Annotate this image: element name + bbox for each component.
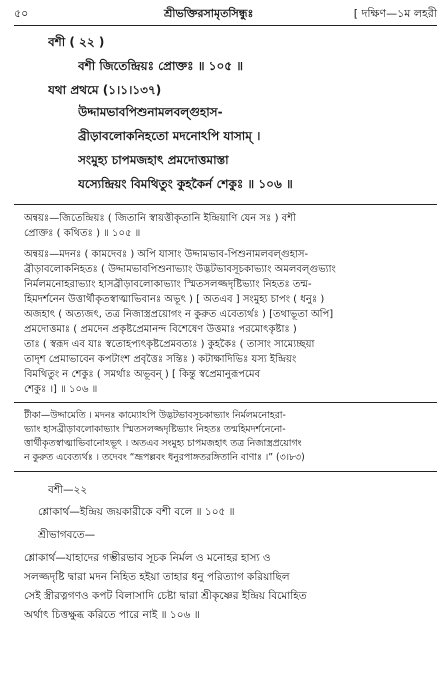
- verse-definition: বশী জিতেন্দ্রিয়ঃ প্রোক্তঃ ॥ ১০৫ ॥: [78, 59, 244, 73]
- anvaya-line: তাদৃশ প্রেমাভাবেন কপটাংশ প্রবৃত্তৈঃ সন্তিঃ ) কটাক্ষাদিভিঃ যস্য ইন্দ্রিয়ং: [24, 354, 297, 365]
- section-rule: [14, 204, 437, 205]
- translation-source: শ্রীভাগবতে—: [38, 529, 96, 541]
- translation-sloka: শ্লোকার্থ—ইন্দ্রিয় জয়কারীকে বশী বলে ॥ ১০৫ ॥: [38, 506, 235, 518]
- header-rule: [14, 25, 437, 26]
- verse-line: যস্যেন্দ্রিয়ং বিমথিতুং কুহকৈর্ন শেকুঃ ॥ ১০৬ ॥: [78, 177, 293, 191]
- anvaya-line: বিমথিতুং ন শেকুঃ ( সমর্থাঃ অভূবন্ ) [ কিন্তু স্বপ্রেমানুরূপমেব: [24, 369, 261, 380]
- tika-line: টীকা—উদ্দামেতি । মদনঃ কাম্যোঽপি উদ্ভটভাবসূচকাভ্যাং নির্মলমনোহরা-: [24, 410, 286, 421]
- anvaya-line: তাঃ ( স্বরূদ এব যাঃ স্বতোহপ্যৎকৃষ্টপ্রেমবত্যঃ ) কুহকৈঃ ( তাসাং সাম্যেচ্ছয়া: [24, 339, 315, 350]
- tika-line: ন কুরুত এবেত্যর্থঃ । তদেবং “ভ্রূপল্লবং ধনুরপাঙ্গতরঙ্গিতানি বাণাঃ ।” (৩।৮৩): [24, 452, 305, 463]
- verse-line: সংমুহ্য চাপমজহাৎ প্রমদোত্তমাস্তা: [78, 153, 229, 167]
- verse-line: উদ্দামভাবপিশুনামলবল্গুহাস-: [78, 105, 223, 119]
- translation-line: সলজ্জদৃষ্টি দ্বারা মদন নিহিত হইয়া তাহার ধনু পরিত্যাগ করিয়াছিল: [24, 571, 290, 583]
- tika-line: ভ্যাং হাসব্রীড়াবলোকাভ্যাং স্মিতসলজ্জদৃষ্টিভ্যাং নিহতঃ তন্মহিমদর্শনেনো-: [24, 424, 286, 435]
- anvaya-line: প্রমদোত্তমাঃ ( প্রমদেন প্রকৃষ্টপ্রেমানন্দ বিশেষেণ উত্তমাঃ পরমোৎকৃষ্টাঃ ): [24, 324, 297, 335]
- verse-intro: যথা প্রথমে (১।১।১৩৭): [48, 83, 162, 97]
- anvaya-line: নির্মলমনোহরাভ্যাং হাসব্রীড়াবলোকাভ্যাং স্মিতসলজ্জদৃষ্টিভ্যাং নিহতঃ তন্ম-: [24, 279, 312, 290]
- verse-line: ব্রীড়াবলোকনিহতো মদনোঽপি যাসাম্ ।: [78, 129, 261, 143]
- verse-label: বশী ( ২২ ): [48, 35, 105, 49]
- section-rule: [14, 402, 437, 403]
- translation-label: বশী—২২: [48, 484, 88, 496]
- section-label: [ দক্ষিণ—১ম লহরী: [353, 7, 437, 20]
- running-header: [14, 6, 437, 22]
- book-title: শ্রীভক্তিরসামৃতসিন্ধুঃ: [164, 7, 254, 20]
- translation-line: শ্লোকার্থ—যাহাদের গম্ভীরভাব সূচক নির্মল ও মনোহর হাস্য ও: [24, 552, 271, 564]
- anvaya-line: প্রোক্তঃ ( কথিতঃ ) ॥ ১০৫ ॥: [24, 228, 141, 239]
- translation-line: সেই স্ত্রীরত্নগণও কপট বিলাসাদি চেষ্টা দ্বারা শ্রীকৃষ্ণের ইন্দ্রিয় বিমোহিত: [24, 590, 307, 602]
- section-rule: [14, 471, 437, 472]
- anvaya-line: অন্বয়ঃ—জিতেন্দ্রিয়ঃ ( জিতানি স্বায়ত্তীকৃতানি ইন্দ্রিয়াণি যেন সঃ ) বশী: [24, 213, 296, 224]
- tika-line: ত্তার্থীকৃতস্বাত্মাভিবানোঽভূৎ । অতএব সংমুহ্য চাপমজহাৎ তত্র নিজাস্ত্রপ্রয়োগং: [24, 438, 302, 449]
- translation-line: অর্থাৎ চিত্তক্ষুব্ধ করিতে পারে নাই ॥ ১০৬ ॥: [24, 609, 200, 621]
- anvaya-line: শেকুঃ ।] ॥ ১০৬ ॥: [24, 384, 98, 395]
- anvaya-line: ব্রীড়াবলোকনিহতঃ ( উদ্দামভাবপিশুনাভ্যাং উদ্ভটভাবসূচকাভ্যাং অমলবল্গুভ্যাং: [24, 264, 336, 275]
- anvaya-line: হিমদর্শনেন উত্তার্থীকৃতস্বাত্মাভিবানঃ অভূৎ ) [ অতএব ] সংমুহ্য চাপং ( ধনুঃ ): [24, 294, 325, 305]
- anvaya-line: অজহাৎ ( অত্যজৎ, তত্র নিজাস্ত্রপ্রয়োগং ন কুরুত এবেত্যর্থঃ ) [তথাভূতা অপি]: [24, 309, 334, 320]
- anvaya-line: অন্বয়ঃ—মদনঃ ( কামদেবঃ ) অপি যাসাং উদ্দামভাব-পিশুনামলবল্গুহাস-: [24, 249, 309, 260]
- page-number: ৫০: [14, 7, 29, 20]
